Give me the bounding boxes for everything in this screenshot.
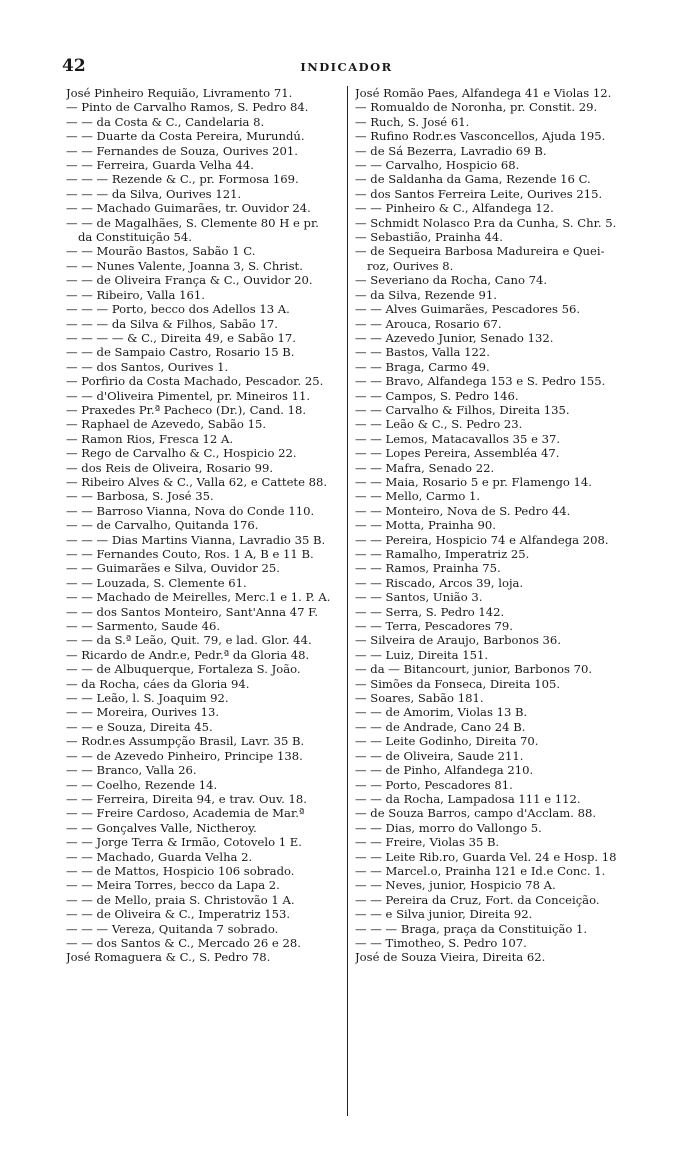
directory-entry: — — Duarte da Costa Pereira, Murundú.	[66, 129, 305, 144]
directory-entry: — — Barbosa, S. José 35.	[66, 489, 214, 504]
directory-entry: — Sebastião, Prainha 44.	[355, 230, 503, 245]
directory-entry: — — dos Santos & C., Mercado 26 e 28.	[66, 935, 301, 950]
directory-entry: — — e Souza, Direita 45.	[66, 719, 213, 734]
directory-entry: — — Pereira da Cruz, Fort. da Conceição.	[355, 892, 600, 907]
directory-entry: — — da Costa & C., Candelaria 8.	[66, 114, 265, 129]
directory-entry: — da Rocha, cáes da Gloria 94.	[66, 676, 250, 691]
directory-entry: — Raphael de Azevedo, Sabão 15.	[66, 417, 267, 432]
directory-entry: — Schmidt Nolasco P.ra da Cunha, S. Chr. 5.	[355, 215, 617, 230]
directory-entry: — — de Carvalho, Quitanda 176.	[66, 518, 259, 533]
directory-entry: — da Silva, Rezende 91.	[355, 287, 497, 302]
directory-entry: — — Timotheo, S. Pedro 107.	[355, 935, 527, 950]
directory-entry: roz, Ourives 8.	[367, 258, 454, 273]
directory-entry: — — — Braga, praça da Constituição 1.	[355, 921, 588, 936]
directory-entry: — — Mafra, Senado 22.	[355, 460, 495, 475]
directory-entry: — — de Magalhães, S. Clemente 80 H e pr.	[66, 215, 319, 230]
directory-entry: — — Luiz, Direita 151.	[355, 647, 489, 662]
directory-entry: — — dos Santos, Ourives 1.	[66, 359, 229, 374]
directory-entry: — — de Oliveira França & C., Ouvidor 20.	[66, 273, 313, 288]
directory-entry: — — Ribeiro, Valla 161.	[66, 287, 205, 302]
directory-entry: — — Azevedo Junior, Senado 132.	[355, 330, 554, 345]
directory-entry: — — Jorge Terra & Irmão, Cotovelo 1 E.	[66, 835, 302, 850]
directory-entry: José Pinheiro Requião, Livramento 71.	[66, 86, 293, 100]
directory-entry: — de Sá Bezerra, Lavradio 69 B.	[355, 143, 547, 158]
directory-entry: — — Leite Rib.ro, Guarda Vel. 24 e Hosp. 18	[355, 849, 617, 864]
directory-entry: — de Sequeira Barbosa Madureira e Quei-	[355, 244, 605, 259]
directory-entry: — — e Silva junior, Direita 92.	[355, 907, 533, 922]
directory-entry: — — da S.ª Leão, Quit. 79, e lad. Glor. 44.	[66, 633, 312, 648]
directory-entry: — — Maia, Rosario 5 e pr. Flamengo 14.	[355, 474, 592, 489]
page-title: INDICADOR	[300, 60, 393, 74]
directory-entry: — — — Vereza, Quitanda 7 sobrado.	[66, 921, 279, 936]
directory-entry: — — Sarmento, Saude 46.	[66, 619, 221, 634]
directory-entry: — — da Rocha, Lampadosa 111 e 112.	[355, 791, 581, 806]
directory-entry: — — de Oliveira, Saude 211.	[355, 748, 524, 763]
directory-entry: — — Bravo, Alfandega 153 e S. Pedro 155.	[355, 374, 606, 389]
directory-entry: — — Freire, Violas 35 B.	[355, 835, 500, 850]
directory-entry: — — Pereira, Hospicio 74 e Alfandega 208.	[355, 532, 609, 547]
right-column	[355, 86, 647, 965]
directory-entry: — — de Oliveira & C., Imperatriz 153.	[66, 907, 291, 922]
directory-entry: — — Mourão Bastos, Sabão 1 C.	[66, 244, 256, 259]
directory-entry: — de Saldanha da Gama, Rezende 16 C.	[355, 172, 591, 187]
directory-entry: — — Santos, União 3.	[355, 590, 483, 605]
directory-entry: — Romualdo de Noronha, pr. Constit. 29.	[355, 100, 598, 115]
directory-entry: — — Campos, S. Pedro 146.	[355, 388, 519, 403]
directory-entry: — — Monteiro, Nova de S. Pedro 44.	[355, 503, 571, 518]
directory-entry: José de Souza Vieira, Direita 62.	[355, 950, 546, 965]
directory-entry: — — Fernandes Couto, Ros. 1 A, B e 11 B.	[66, 547, 314, 561]
directory-entry: — — Carvalho, Hospicio 68.	[355, 158, 520, 173]
directory-entry: — — Ferreira, Direita 94, e trav. Ouv. 18.	[66, 791, 307, 806]
directory-entry: — — Machado Guimarães, tr. Ouvidor 24.	[66, 201, 311, 216]
directory-entry: José Romão Paes, Alfandega 41 e Violas 12.	[355, 86, 612, 100]
directory-entry: — — de Pinho, Alfandega 210.	[355, 763, 534, 778]
directory-entry: — — Nunes Valente, Joanna 3, S. Christ.	[66, 258, 303, 273]
directory-entry: — Ruch, S. José 61.	[355, 114, 470, 129]
directory-entry: — — de Azevedo Pinheiro, Principe 138.	[66, 748, 303, 763]
directory-entry: — — Meira Torres, becco da Lapa 2.	[66, 878, 280, 893]
directory-entry: — — Barroso Vianna, Nova do Conde 110.	[66, 503, 315, 518]
directory-entry: — — Ferreira, Guarda Velha 44.	[66, 158, 254, 173]
directory-entry: da Constituição 54.	[78, 230, 192, 245]
directory-entry: — — Freire Cardoso, Academia de Mar.ª	[66, 806, 305, 821]
directory-entry: — — Alves Guimarães, Pescadores 56.	[355, 302, 581, 317]
directory-entry: — — Gonçalves Valle, Nictheroy.	[66, 820, 257, 835]
column-divider	[347, 86, 348, 1116]
directory-entry: — — Leite Godinho, Direita 70.	[355, 734, 539, 749]
directory-entry: — de Souza Barros, campo d'Acclam. 88.	[355, 806, 597, 821]
directory-entry: — — de Mello, praia S. Christovão 1 A.	[66, 892, 295, 907]
directory-entry: — — Dias, morro do Vallongo 5.	[355, 820, 542, 835]
directory-entry: — da — Bitancourt, junior, Barbonos 70.	[355, 662, 593, 677]
directory-entry: — Ricardo de Andr.e, Pedr.ª da Gloria 48.	[66, 647, 310, 662]
directory-entry: — — Braga, Carmo 49.	[355, 359, 490, 374]
directory-entry: — — Leão, l. S. Joaquim 92.	[66, 691, 229, 706]
directory-entry: — — Machado, Guarda Velha 2.	[66, 849, 253, 864]
directory-entry: — — Serra, S. Pedro 142.	[355, 604, 505, 619]
directory-entry: — Silveira de Araujo, Barbonos 36.	[355, 633, 561, 648]
directory-entry: — Rego de Carvalho & C., Hospicio 22.	[66, 446, 297, 461]
directory-entry: — — Ramos, Prainha 75.	[355, 561, 501, 576]
directory-entry: — dos Reis de Oliveira, Rosario 99.	[66, 460, 274, 475]
directory-entry: — Porfirio da Costa Machado, Pescador. 25.	[66, 374, 324, 389]
directory-entry: — — Machado de Meirelles, Merc.1 e 1. P. A.	[66, 590, 331, 605]
directory-entry: — — de Mattos, Hospicio 106 sobrado.	[66, 863, 295, 878]
directory-entry: — — Lemos, Matacavallos 35 e 37.	[355, 431, 561, 446]
directory-entry: — Simões da Fonseca, Direita 105.	[355, 676, 561, 691]
directory-entry: — — Arouca, Rosario 67.	[355, 316, 502, 331]
directory-entry: — — Carvalho & Filhos, Direita 135.	[355, 402, 570, 417]
directory-entry: — Praxedes Pr.ª Pacheco (Dr.), Cand. 18.	[66, 402, 307, 417]
directory-entry: — — Bastos, Valla 122.	[355, 345, 490, 360]
directory-entry: — — de Albuquerque, Fortaleza S. João.	[66, 662, 301, 677]
directory-entry: — — de Amorim, Violas 13 B.	[355, 705, 528, 720]
directory-entry: — — — Dias Martins Vianna, Lavradio 35 B.	[66, 532, 326, 547]
directory-entry: — — Branco, Valla 26.	[66, 763, 197, 778]
directory-entry: — — Pinheiro & C., Alfandega 12.	[355, 201, 554, 216]
directory-entry: — — de Andrade, Cano 24 B.	[355, 719, 526, 734]
directory-entry: — — Mello, Carmo 1.	[355, 489, 481, 504]
directory-entry: — — Lopes Pereira, Assembléa 47.	[355, 446, 560, 461]
directory-entry: — Ramon Rios, Fresca 12 A.	[66, 431, 234, 446]
directory-entry: — — d'Oliveira Pimentel, pr. Mineiros 11.	[66, 388, 311, 403]
directory-entry: — — Motta, Prainha 90.	[355, 518, 496, 533]
directory-entry: — Ribeiro Alves & C., Valla 62, e Cattete 88.	[66, 474, 328, 489]
directory-entry: — Soares, Sabão 181.	[355, 691, 484, 706]
directory-entry: — — — Porto, becco dos Adellos 13 A.	[66, 302, 290, 317]
directory-entry: — — Louzada, S. Clemente 61.	[66, 575, 247, 590]
directory-entry: — — Fernandes de Souza, Ourives 201.	[66, 143, 298, 158]
directory-entry: — — Ramalho, Imperatriz 25.	[355, 547, 530, 561]
directory-entry: — — Marcel.o, Prainha 121 e Id.e Conc. 1.	[355, 863, 606, 878]
directory-entry: — — — — & C., Direita 49, e Sabão 17.	[66, 330, 296, 345]
directory-entry: — — — Rezende & C., pr. Formosa 169.	[66, 172, 299, 187]
directory-entry: José Romaguera & C., S. Pedro 78.	[66, 950, 271, 965]
left-column	[66, 86, 354, 965]
directory-entry: — Severiano da Rocha, Cano 74.	[355, 273, 548, 288]
directory-entry: — — Neves, junior, Hospicio 78 A.	[355, 878, 556, 893]
directory-entry: — — dos Santos Monteiro, Sant'Anna 47 F.	[66, 604, 319, 619]
directory-entry: — — de Sampaio Castro, Rosario 15 B.	[66, 345, 295, 360]
page-number: 42	[62, 56, 86, 76]
directory-entry: — dos Santos Ferreira Leite, Ourives 215.	[355, 186, 603, 201]
directory-entry: — — — da Silva & Filhos, Sabão 17.	[66, 316, 278, 331]
directory-entry: — — Moreira, Ourives 13.	[66, 705, 220, 720]
directory-entry: — — Guimarães e Silva, Ouvidor 25.	[66, 561, 280, 576]
directory-entry: — — Riscado, Arcos 39, loja.	[355, 575, 524, 590]
directory-entry: — Rufino Rodr.es Vasconcellos, Ajuda 195.	[355, 129, 606, 144]
directory-entry: — — Porto, Pescadores 81.	[355, 777, 513, 792]
directory-entry: — — — da Silva, Ourives 121.	[66, 186, 242, 201]
directory-entry: — Rodr.es Assumpção Brasil, Lavr. 35 B.	[66, 734, 305, 749]
directory-entry: — Pinto de Carvalho Ramos, S. Pedro 84.	[66, 100, 309, 115]
directory-entry: — — Coelho, Rezende 14.	[66, 777, 218, 792]
directory-entry: — — Terra, Pescadores 79.	[355, 619, 513, 634]
directory-entry: — — Leão & C., S. Pedro 23.	[355, 417, 523, 432]
